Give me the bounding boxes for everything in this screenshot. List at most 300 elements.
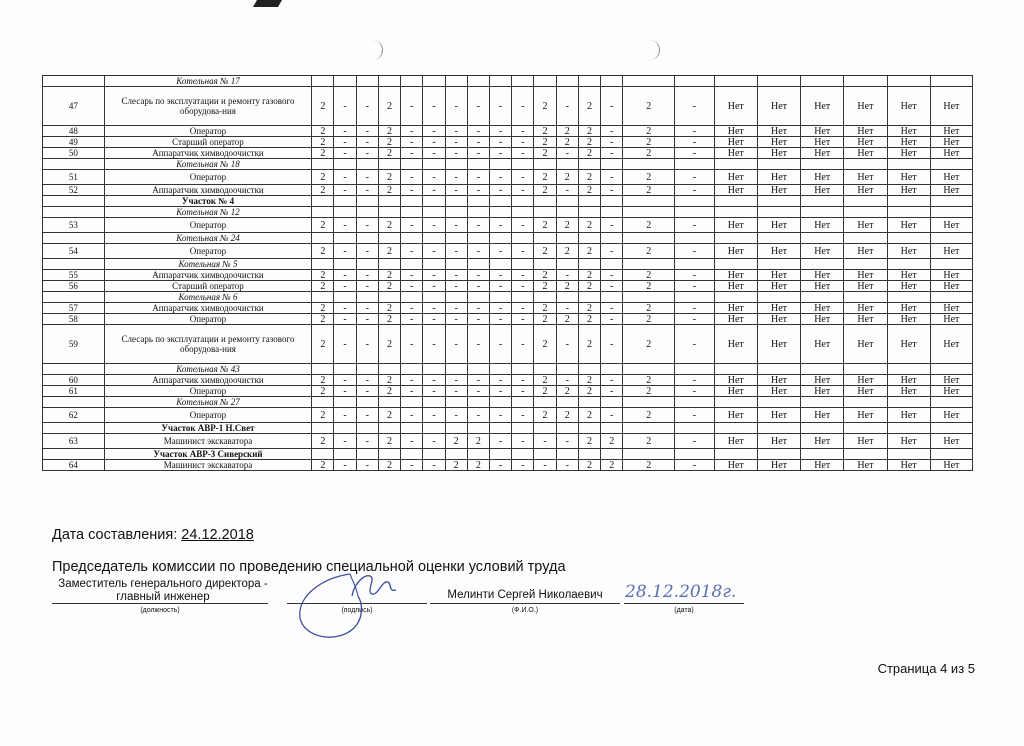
value-cell: - [334, 148, 356, 159]
value-cell: - [489, 434, 511, 449]
section-title: Участок АВР-1 Н.Свет [104, 423, 311, 434]
empty-cell [801, 196, 844, 207]
empty-cell [356, 449, 378, 460]
value-cell: - [445, 270, 467, 281]
value-cell: 2 [378, 434, 400, 449]
value-cell: Нет [844, 386, 887, 397]
empty-cell [844, 259, 887, 270]
empty-cell [556, 364, 578, 375]
value-cell: - [445, 303, 467, 314]
empty-cell [334, 423, 356, 434]
section-row [43, 292, 973, 303]
row-number: 62 [43, 408, 105, 423]
empty-cell [378, 292, 400, 303]
empty-cell [312, 292, 334, 303]
value-cell: 2 [534, 386, 556, 397]
empty-cell [675, 196, 715, 207]
value-cell: 2 [556, 314, 578, 325]
empty-cell [930, 207, 972, 218]
empty-cell [556, 397, 578, 408]
value-cell: - [489, 303, 511, 314]
value-cell: - [512, 137, 534, 148]
value-cell: - [512, 434, 534, 449]
empty-cell [757, 233, 800, 244]
value-cell: 2 [623, 244, 675, 259]
value-cell: Нет [844, 375, 887, 386]
empty-cell [534, 423, 556, 434]
empty-cell [757, 449, 800, 460]
value-cell: - [334, 375, 356, 386]
value-cell: Нет [844, 270, 887, 281]
value-cell: - [601, 185, 623, 196]
empty-cell [844, 207, 887, 218]
empty-cell [714, 397, 757, 408]
value-cell: Нет [887, 137, 930, 148]
position-name: Слесарь по эксплуатации и ремонту газового оборудова-ния [104, 325, 311, 364]
value-cell: Нет [887, 314, 930, 325]
value-cell: - [534, 434, 556, 449]
value-cell: 2 [578, 434, 600, 449]
empty-cell [445, 449, 467, 460]
value-cell: - [489, 375, 511, 386]
row-number: 63 [43, 434, 105, 449]
empty-cell [445, 364, 467, 375]
value-cell: Нет [844, 126, 887, 137]
value-cell: - [356, 460, 378, 471]
empty-cell [512, 292, 534, 303]
table-row [43, 148, 973, 159]
value-cell: Нет [930, 460, 972, 471]
empty-cell [401, 207, 423, 218]
value-cell: 2 [312, 87, 334, 126]
value-cell: Нет [801, 137, 844, 148]
empty-cell [623, 233, 675, 244]
section-row [43, 76, 973, 87]
empty-cell [423, 449, 445, 460]
handwritten-signature [292, 566, 402, 644]
value-cell: 2 [312, 408, 334, 423]
section-row [43, 259, 973, 270]
empty-cell [578, 364, 600, 375]
value-cell: 2 [623, 460, 675, 471]
chair-position: Заместитель генерального директора - главный инженер [58, 578, 268, 603]
value-cell: - [356, 314, 378, 325]
value-cell: - [489, 314, 511, 325]
section-row [43, 423, 973, 434]
value-cell: 2 [623, 303, 675, 314]
empty-cell [312, 159, 334, 170]
empty-cell [556, 207, 578, 218]
value-cell: 2 [556, 126, 578, 137]
empty-cell [334, 364, 356, 375]
empty-cell [356, 364, 378, 375]
section-title: Котельная № 12 [104, 207, 311, 218]
row-number: 54 [43, 244, 105, 259]
empty-cell [675, 449, 715, 460]
empty-cell [601, 159, 623, 170]
section-num-cell [43, 76, 105, 87]
empty-cell [334, 449, 356, 460]
position-name: Аппаратчик химводоочистки [104, 185, 311, 196]
position-name: Аппаратчик химводоочистки [104, 148, 311, 159]
value-cell: Нет [930, 325, 972, 364]
section-num-cell [43, 196, 105, 207]
value-cell: - [512, 460, 534, 471]
table-row [43, 303, 973, 314]
value-cell: - [675, 460, 715, 471]
value-cell: - [556, 325, 578, 364]
value-cell: 2 [623, 281, 675, 292]
empty-cell [675, 292, 715, 303]
value-cell: 2 [623, 270, 675, 281]
value-cell: Нет [844, 87, 887, 126]
value-cell: - [423, 386, 445, 397]
empty-cell [312, 364, 334, 375]
value-cell: - [601, 148, 623, 159]
empty-cell [930, 76, 972, 87]
value-cell: 2 [578, 244, 600, 259]
value-cell: Нет [801, 325, 844, 364]
value-cell: Нет [887, 375, 930, 386]
empty-cell [623, 76, 675, 87]
commission-chair-title: Председатель комиссии по проведению специальной оценки условий труда [52, 559, 566, 575]
empty-cell [601, 233, 623, 244]
value-cell: Нет [844, 218, 887, 233]
value-cell: - [675, 185, 715, 196]
value-cell: - [467, 137, 489, 148]
fio-line [430, 603, 620, 604]
empty-cell [844, 292, 887, 303]
value-cell: - [334, 303, 356, 314]
value-cell: - [512, 148, 534, 159]
value-cell: 2 [623, 386, 675, 397]
value-cell: 2 [623, 148, 675, 159]
empty-cell [887, 196, 930, 207]
value-cell: - [556, 270, 578, 281]
value-cell: 2 [623, 314, 675, 325]
empty-cell [887, 364, 930, 375]
empty-cell [401, 159, 423, 170]
value-cell: Нет [844, 408, 887, 423]
empty-cell [445, 159, 467, 170]
value-cell: Нет [801, 87, 844, 126]
empty-cell [378, 259, 400, 270]
empty-cell [930, 196, 972, 207]
row-number: 48 [43, 126, 105, 137]
value-cell: - [467, 148, 489, 159]
empty-cell [801, 76, 844, 87]
section-row [43, 397, 973, 408]
value-cell: - [467, 325, 489, 364]
value-cell: - [445, 185, 467, 196]
value-cell: 2 [312, 375, 334, 386]
value-cell: 2 [534, 126, 556, 137]
empty-cell [601, 364, 623, 375]
empty-cell [930, 423, 972, 434]
value-cell: - [489, 137, 511, 148]
empty-cell [401, 397, 423, 408]
empty-cell [887, 233, 930, 244]
empty-cell [312, 449, 334, 460]
value-cell: 2 [312, 170, 334, 185]
value-cell: - [401, 185, 423, 196]
value-cell: - [445, 137, 467, 148]
value-cell: - [556, 87, 578, 126]
value-cell: - [356, 303, 378, 314]
empty-cell [512, 207, 534, 218]
empty-cell [887, 259, 930, 270]
empty-cell [601, 449, 623, 460]
value-cell: Нет [714, 460, 757, 471]
value-cell: Нет [844, 325, 887, 364]
value-cell: - [601, 375, 623, 386]
table-row [43, 126, 973, 137]
value-cell: 2 [312, 148, 334, 159]
position-name: Оператор [104, 126, 311, 137]
value-cell: Нет [887, 87, 930, 126]
value-cell: - [601, 314, 623, 325]
empty-cell [844, 449, 887, 460]
value-cell: - [512, 386, 534, 397]
value-cell: Нет [930, 375, 972, 386]
empty-cell [714, 423, 757, 434]
empty-cell [675, 233, 715, 244]
empty-cell [578, 196, 600, 207]
value-cell: - [445, 126, 467, 137]
empty-cell [534, 196, 556, 207]
value-cell: Нет [714, 314, 757, 325]
value-cell: 2 [467, 460, 489, 471]
section-title: Котельная № 5 [104, 259, 311, 270]
row-number: 47 [43, 87, 105, 126]
compilation-date [52, 527, 254, 543]
value-cell: - [467, 244, 489, 259]
empty-cell [601, 259, 623, 270]
empty-cell [623, 207, 675, 218]
empty-cell [801, 397, 844, 408]
date-value: 24.12.2018 [181, 527, 254, 543]
empty-cell [714, 292, 757, 303]
value-cell: - [445, 281, 467, 292]
value-cell: - [467, 270, 489, 281]
empty-cell [578, 76, 600, 87]
value-cell: - [401, 386, 423, 397]
value-cell: Нет [930, 386, 972, 397]
value-cell: 2 [378, 87, 400, 126]
empty-cell [714, 207, 757, 218]
value-cell: 2 [534, 270, 556, 281]
empty-cell [534, 364, 556, 375]
value-cell: 2 [312, 281, 334, 292]
value-cell: - [401, 270, 423, 281]
value-cell: - [423, 126, 445, 137]
empty-cell [601, 207, 623, 218]
empty-cell [623, 292, 675, 303]
value-cell: Нет [930, 170, 972, 185]
value-cell: Нет [844, 314, 887, 325]
value-cell: - [601, 325, 623, 364]
empty-cell [423, 159, 445, 170]
empty-cell [844, 397, 887, 408]
empty-cell [489, 259, 511, 270]
value-cell: 2 [578, 314, 600, 325]
value-cell: 2 [378, 126, 400, 137]
row-number: 64 [43, 460, 105, 471]
empty-cell [512, 449, 534, 460]
value-cell: 2 [601, 434, 623, 449]
value-cell: 2 [623, 137, 675, 148]
empty-cell [378, 364, 400, 375]
value-cell: - [445, 148, 467, 159]
date-line [624, 603, 744, 604]
value-cell: Нет [757, 185, 800, 196]
empty-cell [512, 159, 534, 170]
value-cell: Нет [801, 434, 844, 449]
value-cell: Нет [844, 137, 887, 148]
value-cell: - [489, 185, 511, 196]
value-cell: Нет [757, 303, 800, 314]
value-cell: 2 [312, 270, 334, 281]
empty-cell [556, 259, 578, 270]
empty-cell [378, 449, 400, 460]
section-title: Участок № 4 [104, 196, 311, 207]
value-cell: - [489, 87, 511, 126]
empty-cell [334, 196, 356, 207]
empty-cell [423, 397, 445, 408]
value-cell: Нет [714, 87, 757, 126]
value-cell: - [556, 303, 578, 314]
empty-cell [512, 233, 534, 244]
empty-cell [512, 397, 534, 408]
value-cell: - [675, 87, 715, 126]
value-cell: Нет [844, 303, 887, 314]
value-cell: - [489, 148, 511, 159]
value-cell: Нет [930, 244, 972, 259]
value-cell: - [675, 170, 715, 185]
value-cell: - [334, 185, 356, 196]
empty-cell [757, 259, 800, 270]
value-cell: Нет [930, 281, 972, 292]
position-name: Оператор [104, 244, 311, 259]
value-cell: 2 [578, 325, 600, 364]
page-number: Страница 4 из 5 [877, 661, 975, 676]
value-cell: 2 [467, 434, 489, 449]
value-cell: - [601, 170, 623, 185]
empty-cell [312, 259, 334, 270]
empty-cell [887, 159, 930, 170]
value-cell: - [675, 408, 715, 423]
value-cell: Нет [714, 137, 757, 148]
value-cell: - [467, 303, 489, 314]
empty-cell [714, 259, 757, 270]
position-caption: (должность) [140, 607, 180, 614]
empty-cell [714, 233, 757, 244]
value-cell: Нет [757, 87, 800, 126]
value-cell: Нет [714, 244, 757, 259]
empty-cell [401, 259, 423, 270]
value-cell: 2 [534, 137, 556, 148]
value-cell: - [356, 218, 378, 233]
empty-cell [930, 233, 972, 244]
value-cell: 2 [445, 434, 467, 449]
value-cell: Нет [887, 244, 930, 259]
value-cell: - [401, 126, 423, 137]
value-cell: 2 [623, 325, 675, 364]
value-cell: - [467, 281, 489, 292]
value-cell: - [489, 126, 511, 137]
value-cell: - [489, 408, 511, 423]
table-row [43, 87, 973, 126]
empty-cell [714, 159, 757, 170]
value-cell: - [356, 408, 378, 423]
handwritten-date: 28.12.2018г. [625, 582, 737, 602]
value-cell: Нет [714, 375, 757, 386]
value-cell: Нет [844, 148, 887, 159]
table-row [43, 218, 973, 233]
empty-cell [801, 292, 844, 303]
empty-cell [801, 423, 844, 434]
value-cell: Нет [757, 386, 800, 397]
empty-cell [489, 76, 511, 87]
value-cell: Нет [930, 434, 972, 449]
value-cell: 2 [378, 303, 400, 314]
position-name: Аппаратчик химводоочистки [104, 270, 311, 281]
empty-cell [930, 364, 972, 375]
value-cell: 2 [378, 281, 400, 292]
empty-cell [445, 233, 467, 244]
value-cell: 2 [623, 434, 675, 449]
empty-cell [623, 159, 675, 170]
value-cell: - [401, 408, 423, 423]
value-cell: - [445, 408, 467, 423]
value-cell: 2 [378, 218, 400, 233]
position-name: Оператор [104, 408, 311, 423]
section-title: Котельная № 17 [104, 76, 311, 87]
value-cell: - [423, 244, 445, 259]
value-cell: Нет [930, 137, 972, 148]
empty-cell [887, 397, 930, 408]
value-cell: Нет [801, 218, 844, 233]
empty-cell [423, 364, 445, 375]
value-cell: Нет [714, 218, 757, 233]
value-cell: - [445, 218, 467, 233]
value-cell: Нет [714, 303, 757, 314]
value-cell: Нет [757, 270, 800, 281]
empty-cell [445, 76, 467, 87]
empty-cell [445, 196, 467, 207]
row-number: 52 [43, 185, 105, 196]
value-cell: Нет [801, 185, 844, 196]
value-cell: Нет [757, 281, 800, 292]
empty-cell [757, 207, 800, 218]
table-row [43, 434, 973, 449]
value-cell: - [489, 244, 511, 259]
empty-cell [467, 397, 489, 408]
empty-cell [801, 159, 844, 170]
empty-cell [578, 233, 600, 244]
section-title: Котельная № 18 [104, 159, 311, 170]
punch-hole-left [368, 40, 383, 60]
value-cell: 2 [578, 87, 600, 126]
value-cell: - [423, 87, 445, 126]
value-cell: - [334, 434, 356, 449]
empty-cell [534, 233, 556, 244]
value-cell: 2 [534, 170, 556, 185]
chair-fio: Мелинти Сергей Николаевич [447, 589, 603, 601]
empty-cell [578, 207, 600, 218]
value-cell: Нет [714, 270, 757, 281]
value-cell: 2 [578, 303, 600, 314]
